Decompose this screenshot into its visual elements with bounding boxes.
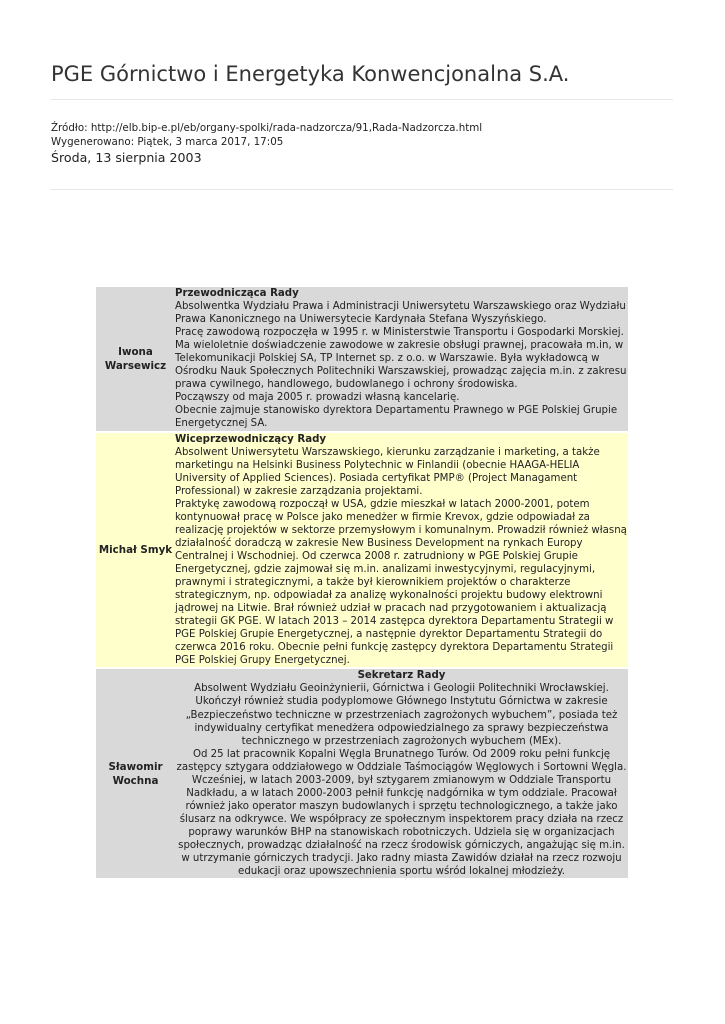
member-bio-cell	[175, 433, 628, 668]
bio-paragraph: Absolwent Uniwersytetu Warszawskiego, kierunku zarządzanie i marketing, a także marketingu na Helsinki Business Polytechnic w Finlandii (obecnie HAAGA-HELIA University of Applied Sciences). Posiada certyfikat PMP® (Project Managament Professional) w zakresie zarządzania projektami.	[175, 446, 600, 497]
bio-paragraph: Absolwent Wydziału Geoinżynierii, Górnictwa i Geologii Politechniki Wrocławskiej. Ukończył również studia podyplomowe Głównego Instytutu Górnictwa w zakresie „Bezpieczeństwo techniczne w przestrzeniach zagrożonych wybuchem”, posiada też indywidualny certyfikat menedżera odpowiedzialnego za sprawy bezpieczeństwa technicznego w przestrzeniach zagrożonych wybuchem (MEx).	[185, 683, 618, 747]
member-name: Iwona Warsewicz	[96, 287, 175, 431]
header-divider	[51, 189, 673, 190]
title-divider	[51, 99, 673, 100]
member-name: Sławomir Wochna	[96, 669, 175, 878]
bio-paragraph: Absolwentka Wydziału Prawa i Administracji Uniwersytetu Warszawskiego oraz Wydziału Prawa Kanonicznego na Uniwersytecie Kardynała Stefana Wyszyńskiego.	[175, 301, 626, 326]
generated-timestamp: Wygenerowano: Piątek, 3 marca 2017, 17:05	[51, 136, 284, 148]
document-date: Środa, 13 sierpnia 2003	[51, 150, 202, 165]
bio-paragraph: Od 25 lat pracownik Kopalni Węgla Brunatnego Turów. Od 2009 roku pełni funkcję zastępcy sztygara oddziałowego w Oddziale Taśmociągów Węglowych i Sortowni Węgla. Wcześniej, w latach 2003-2009, był sztygarem zmianowym w Oddziale Transportu Nadkładu, a w latach 2000-2003 pełnił funkcję nadgórnika w tym oddziale. Pracował również jako operator maszyn budowlanych i sprzętu technologicznego, a także jako ślusarz na odkrywce. We współpracy ze społecznym inspektorem pracy działa na rzecz poprawy warunków BHP na stanowiskach robotniczych. Udziela się w organizacjach społecznych, prowadząc działalność na rzecz środowisk górniczych, angażując się m.in. w utrzymanie górniczych tradycji. Jako radny miasta Zawidów działał na rzecz rozwoju edukacji oraz upowszechnienia sportu wśród lokalnej młodzieży.	[176, 748, 627, 878]
table-row	[96, 287, 628, 431]
source-url: Źródło: http://elb.bip-e.pl/eb/organy-spolki/rada-nadzorcza/91,Rada-Nadzorcza.html	[51, 122, 483, 134]
member-bio-cell	[175, 287, 628, 431]
bio-paragraph: Obecnie zajmuje stanowisko dyrektora Departamentu Prawnego w PGE Polskiej Grupie Energetycznej SA.	[175, 405, 618, 430]
member-name: Michał Smyk	[96, 433, 175, 668]
member-role: Wiceprzewodniczący Rady	[175, 433, 327, 445]
member-role: Sekretarz Rady	[357, 670, 446, 682]
member-role: Przewodnicząca Rady	[175, 288, 299, 299]
bio-paragraph: Począwszy od maja 2005 r. prowadzi własną kancelarię.	[175, 392, 460, 404]
bio-paragraph: Praktykę zawodową rozpoczął w USA, gdzie mieszkał w latach 2000-2001, potem kontynuował pracę w Polsce jako menedżer w firmie Krevox, gdzie odpowiadał za realizację projektów w sektorze przemysłowym i komunalnym. Prowadził również własną działalność doradczą w zakresie New Business Development na rynkach Europy Centralnej i Wschodniej. Od czerwca 2008 r. zatrudniony w PGE Polskiej Grupie Energetycznej, gdzie zajmował się m.in. analizami inwestycyjnymi, regulacyjnymi, prawnymi i strategicznymi, a także był kierownikiem projektów o charakterze strategicznym, np. odpowiadał za analizę wykonalności projektu budowy elektrowni jądrowej na Litwie. Brał również udział w pracach nad przygotowaniem i aktualizacją strategii GK PGE. W latach 2013 – 2014 zastępca dyrektora Departamentu Strategii w PGE Polskiej Grupie Energetycznej, a następnie dyrektor Departamentu Strategii do czerwca 2016 roku. Obecnie pełni funkcję zastępcy dyrektora Departamentu Strategii PGE Polskiej Grupy Energetycznej.	[175, 498, 627, 667]
table-row	[96, 433, 628, 668]
page-title: PGE Górnictwo i Energetyka Konwencjonalna S.A.	[51, 62, 570, 86]
table-row	[96, 669, 628, 878]
supervisory-board-table	[96, 287, 628, 878]
member-bio-cell	[175, 669, 628, 878]
bio-paragraph: Pracę zawodową rozpoczęła w 1995 r. w Ministerstwie Transportu i Gospodarki Morskiej. Ma wieloletnie doświadczenie zawodowe w zakresie obsługi prawnej, pracowała m.in, w Telekomunikacji Polskiej SA, TP Internet sp. z o.o. w Warszawie. Była wykładowcą w Ośrodku Nauk Społecznych Politechniki Warszawskiej, prowadząc zajęcia m.in. z zakresu prawa cywilnego, handlowego, budowlanego i ochrony środowiska.	[175, 327, 627, 391]
